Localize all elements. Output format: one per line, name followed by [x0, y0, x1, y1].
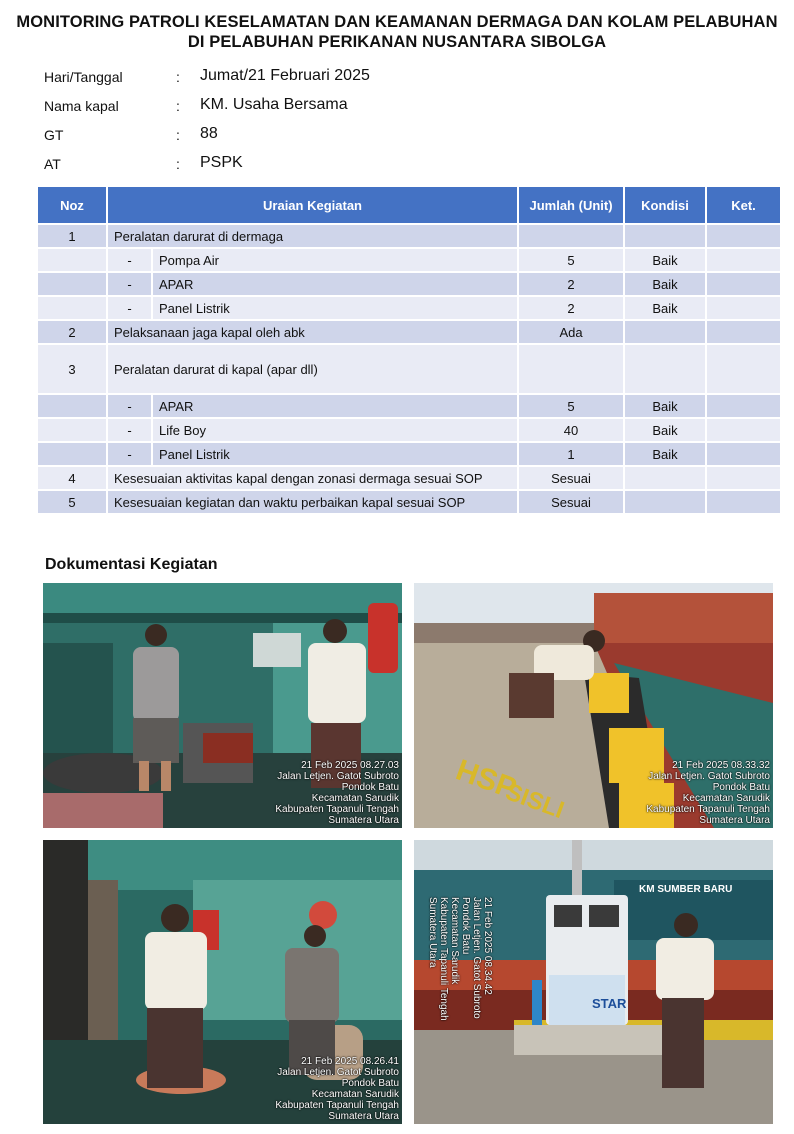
table-row — [37, 320, 781, 344]
documentation-heading: Dokumentasi Kegiatan — [45, 556, 218, 573]
cell-dash: - — [107, 296, 152, 320]
cell-ket — [706, 418, 781, 442]
table-row — [37, 466, 781, 490]
cell-jumlah: Ada — [518, 320, 624, 344]
wall-text-2: SISLI — [501, 778, 568, 825]
photo-timestamp — [646, 760, 770, 826]
cell-no — [37, 248, 107, 272]
cell-ket — [706, 272, 781, 296]
cell-uraian: Panel Listrik — [152, 296, 518, 320]
cell-dash: - — [107, 394, 152, 418]
title-line-1: MONITORING PATROLI KESELAMATAN DAN KEAMANAN DERMAGA DAN KOLAM PELABUHAN — [16, 13, 778, 31]
cell-jumlah: 2 — [518, 272, 624, 296]
photo-timestamp — [418, 897, 493, 1117]
cell-kondisi — [624, 344, 706, 394]
stamp-line: Sumatera Utara — [699, 815, 770, 826]
table-row — [37, 442, 781, 466]
cell-kondisi — [624, 466, 706, 490]
boat-name: KM SUMBER BARU — [639, 884, 733, 895]
cell-kondisi: Baik — [624, 442, 706, 466]
photo-timestamp — [275, 1056, 399, 1122]
info-value: PSPK — [200, 154, 243, 171]
cell-kondisi: Baik — [624, 394, 706, 418]
cell-no: 5 — [37, 490, 107, 514]
cell-uraian: APAR — [152, 272, 518, 296]
stamp-line: Kecamatan Sarudik — [311, 793, 399, 804]
header-no: Noz — [37, 186, 107, 224]
machine-label: STAR — [592, 996, 627, 1011]
info-row-gt — [44, 124, 544, 153]
stamp-line: Kabupaten Tapanuli Tengah — [646, 804, 770, 815]
info-value: Jumat/21 Februari 2025 — [200, 67, 370, 84]
cell-jumlah: 5 — [518, 394, 624, 418]
info-value: 88 — [200, 125, 218, 142]
cell-uraian: Pelaksanaan jaga kapal oleh abk — [107, 320, 518, 344]
header-uraian: Uraian Kegiatan — [107, 186, 518, 224]
info-row-at — [44, 153, 544, 182]
document-title — [0, 12, 794, 52]
info-label: Nama kapal — [44, 98, 119, 114]
stamp-line: 21 Feb 2025 08.26.41 — [301, 1056, 399, 1067]
stamp-line: Kabupaten Tapanuli Tengah — [275, 1100, 399, 1111]
info-label: GT — [44, 127, 64, 143]
stamp-line: Sumatera Utara — [328, 1111, 399, 1122]
stamp-line: Pondok Batu — [460, 897, 471, 955]
cell-dash: - — [107, 272, 152, 296]
cell-uraian: Peralatan darurat di kapal (apar dll) — [107, 344, 518, 394]
stamp-line: 21 Feb 2025 08.33.32 — [672, 760, 770, 771]
info-colon: : — [176, 98, 180, 114]
stamp-line: Jalan Letjen. Gatot Subroto — [277, 1067, 399, 1078]
cell-ket — [706, 224, 781, 248]
stamp-line: Jalan Letjen. Gatot Subroto — [648, 771, 770, 782]
documentation-photo-2 — [414, 583, 773, 828]
info-row-ship-name — [44, 95, 544, 124]
cell-kondisi: Baik — [624, 296, 706, 320]
table-row — [37, 224, 781, 248]
stamp-line: Jalan Letjen. Gatot Subroto — [277, 771, 399, 782]
cell-jumlah: 40 — [518, 418, 624, 442]
cell-ket — [706, 248, 781, 272]
cell-jumlah — [518, 344, 624, 394]
stamp-line: Sumatera Utara — [427, 897, 438, 968]
cell-uraian: Kesesuaian aktivitas kapal dengan zonasi dermaga sesuai SOP — [107, 466, 518, 490]
header-jumlah: Jumlah (Unit) — [518, 186, 624, 224]
cell-kondisi: Baik — [624, 418, 706, 442]
cell-ket — [706, 296, 781, 320]
info-value: KM. Usaha Bersama — [200, 96, 348, 113]
table-header-row — [37, 186, 781, 224]
wall-text: HSP — [451, 753, 521, 806]
info-block — [44, 66, 544, 182]
table-row — [37, 418, 781, 442]
cell-jumlah: Sesuai — [518, 490, 624, 514]
cell-kondisi — [624, 490, 706, 514]
table-row — [37, 344, 781, 394]
info-colon: : — [176, 156, 180, 172]
cell-uraian: Panel Listrik — [152, 442, 518, 466]
stamp-line: Pondok Batu — [341, 1078, 399, 1089]
header-kondisi: Kondisi — [624, 186, 706, 224]
stamp-line: Kabupaten Tapanuli Tengah — [275, 804, 399, 815]
documentation-photo-1 — [43, 583, 402, 828]
stamp-line: Sumatera Utara — [328, 815, 399, 826]
cell-ket — [706, 490, 781, 514]
cell-no — [37, 296, 107, 320]
stamp-line: Kabupaten Tapanuli Tengah — [438, 897, 449, 1021]
table-row — [37, 296, 781, 320]
cell-jumlah: 1 — [518, 442, 624, 466]
cell-dash: - — [107, 418, 152, 442]
cell-ket — [706, 394, 781, 418]
cell-no — [37, 442, 107, 466]
stamp-line: Jalan Letjen. Gatot Subroto — [471, 897, 482, 1019]
photo-timestamp — [275, 760, 399, 826]
cell-jumlah: 5 — [518, 248, 624, 272]
cell-uraian: Pompa Air — [152, 248, 518, 272]
stamp-line: Pondok Batu — [712, 782, 770, 793]
title-line-2: DI PELABUHAN PERIKANAN NUSANTARA SIBOLGA — [187, 33, 607, 51]
cell-ket — [706, 320, 781, 344]
cell-dash: - — [107, 248, 152, 272]
info-colon: : — [176, 69, 180, 85]
info-label: Hari/Tanggal — [44, 69, 123, 85]
stamp-line: Kecamatan Sarudik — [311, 1089, 399, 1100]
stamp-line: 21 Feb 2025 08.34.42 — [482, 897, 493, 995]
cell-uraian: APAR — [152, 394, 518, 418]
cell-no: 1 — [37, 224, 107, 248]
cell-jumlah — [518, 224, 624, 248]
cell-no — [37, 394, 107, 418]
stamp-line: 21 Feb 2025 08.27.03 — [301, 760, 399, 771]
cell-no: 3 — [37, 344, 107, 394]
cell-uraian: Life Boy — [152, 418, 518, 442]
stamp-line: Kecamatan Sarudik — [449, 897, 460, 985]
info-label: AT — [44, 156, 61, 172]
cell-kondisi — [624, 224, 706, 248]
cell-jumlah: Sesuai — [518, 466, 624, 490]
stamp-line: Pondok Batu — [341, 782, 399, 793]
cell-kondisi — [624, 320, 706, 344]
cell-no — [37, 418, 107, 442]
table-row — [37, 394, 781, 418]
activity-table — [36, 185, 782, 515]
table-row — [37, 248, 781, 272]
cell-kondisi: Baik — [624, 248, 706, 272]
cell-kondisi: Baik — [624, 272, 706, 296]
cell-ket — [706, 466, 781, 490]
cell-ket — [706, 344, 781, 394]
cell-ket — [706, 442, 781, 466]
cell-uraian: Peralatan darurat di dermaga — [107, 224, 518, 248]
info-colon: : — [176, 127, 180, 143]
table-row — [37, 272, 781, 296]
documentation-photo-3 — [43, 840, 402, 1124]
cell-no: 4 — [37, 466, 107, 490]
info-row-date — [44, 66, 544, 95]
documentation-photo-4 — [414, 840, 773, 1124]
cell-no: 2 — [37, 320, 107, 344]
cell-no — [37, 272, 107, 296]
cell-jumlah: 2 — [518, 296, 624, 320]
table-row — [37, 490, 781, 514]
cell-dash: - — [107, 442, 152, 466]
cell-uraian: Kesesuaian kegiatan dan waktu perbaikan kapal sesuai SOP — [107, 490, 518, 514]
stamp-line: Kecamatan Sarudik — [682, 793, 770, 804]
header-ket: Ket. — [706, 186, 781, 224]
